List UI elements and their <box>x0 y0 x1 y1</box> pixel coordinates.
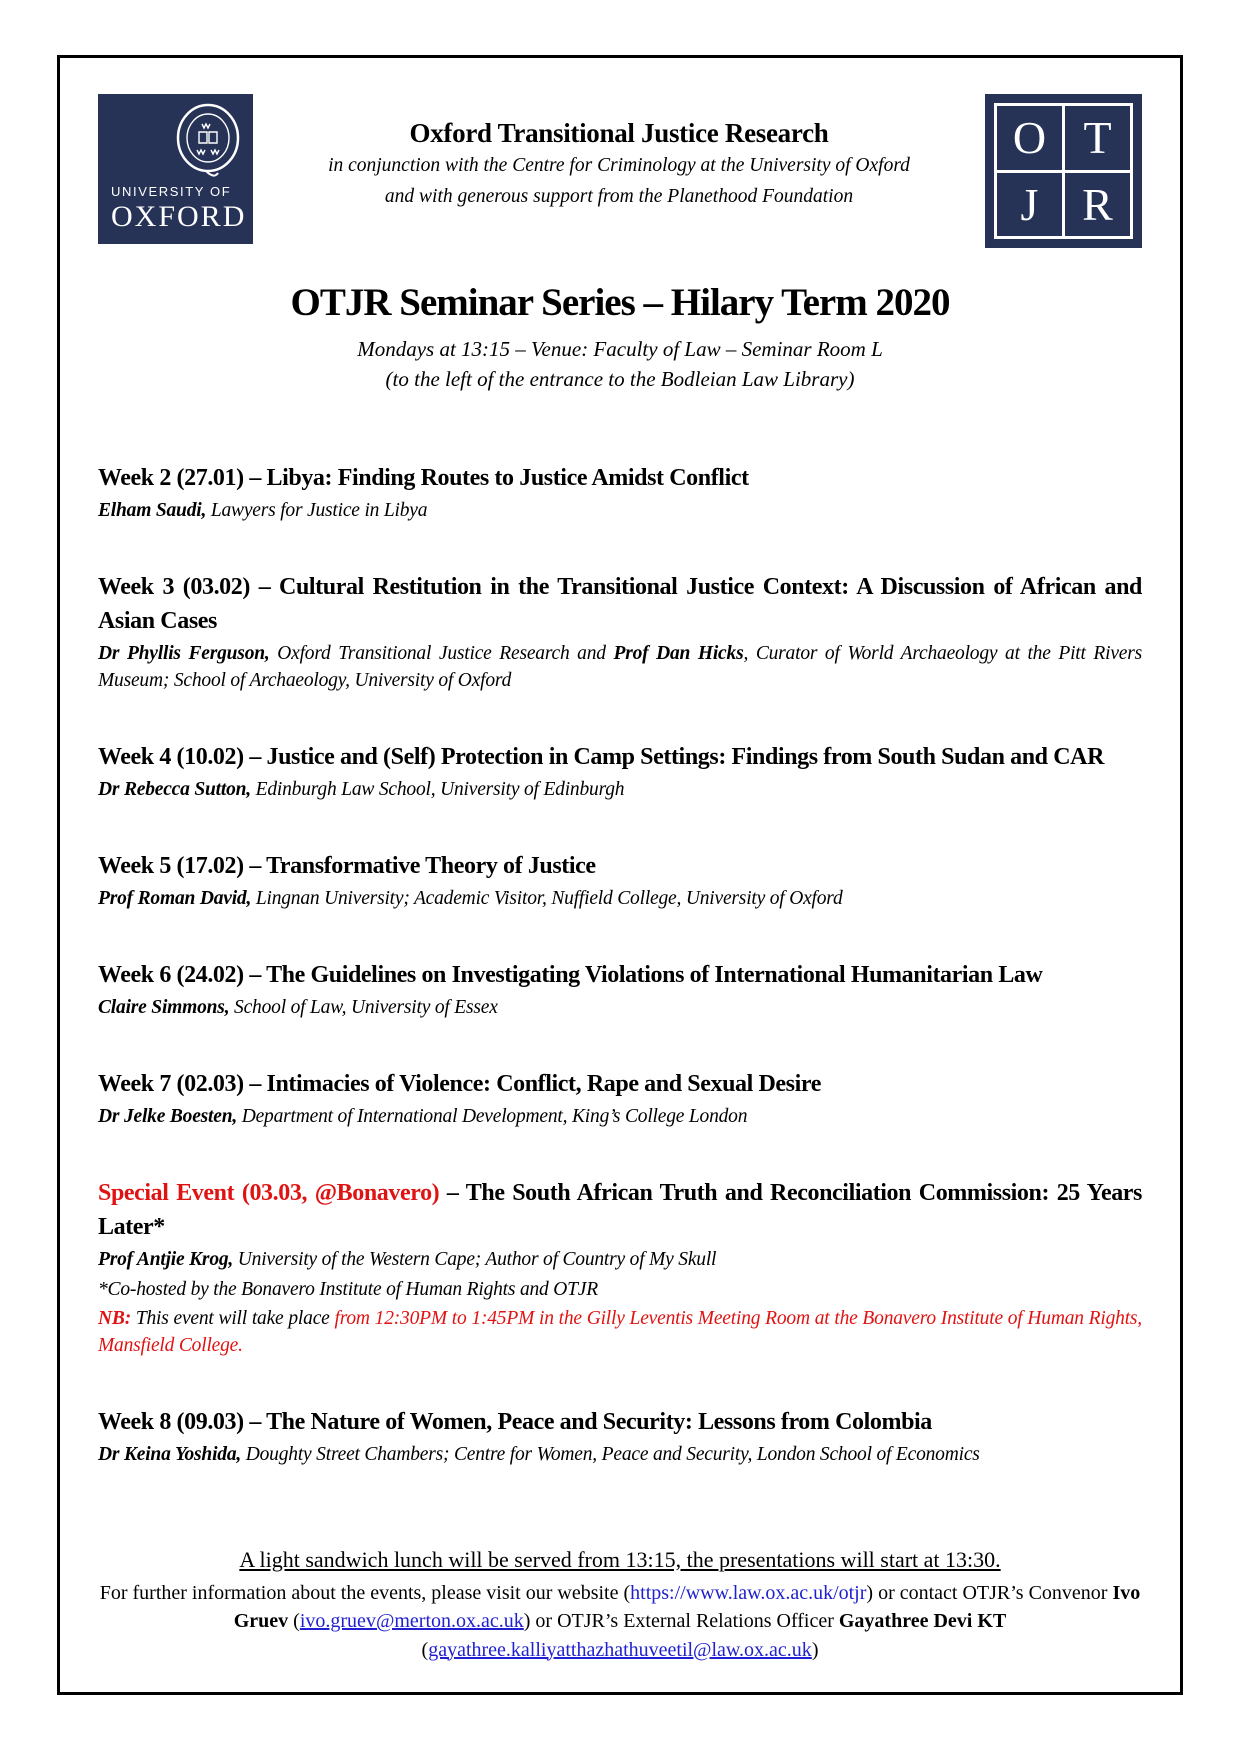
event-heading: Week 5 (17.02) – Transformative Theory of Justice <box>98 852 596 879</box>
speaker-affiliation: Edinburgh Law School, University of Edinburgh <box>250 778 625 800</box>
speaker-name: Dr Rebecca Sutton, <box>98 778 251 800</box>
speaker-line <box>98 1104 1142 1131</box>
speaker-name: Dr Keina Yoshida, <box>98 1444 242 1466</box>
event-week-8 <box>98 1405 1142 1469</box>
website-link[interactable]: https://www.law.ox.ac.uk/otjr <box>630 1581 867 1604</box>
otjr-letter-t: T <box>1065 106 1130 170</box>
speaker-affiliation: Lingnan University; Academic Visitor, Nuffield College, University of Oxford <box>251 887 843 909</box>
info-text: ) or contact OTJR’s Convenor <box>866 1581 1113 1604</box>
info-text: ( <box>288 1610 300 1633</box>
oxford-logo-line2: OXFORD <box>111 200 247 233</box>
speaker-affiliation: Department of International Development, King’s College London <box>237 1105 748 1127</box>
header-subline-1: in conjunction with the Centre for Criminology at the University of Oxford <box>328 155 910 176</box>
speaker-affiliation: , Curator of World Archaeology at the Pitt Rivers Museum; School of Archaeology, University of Oxford <box>98 642 1143 691</box>
oxford-logo-text <box>111 184 246 234</box>
speaker-line <box>98 995 1142 1022</box>
speaker-name: Elham Saudi, <box>98 499 207 521</box>
speaker-affiliation: Oxford Transitional Justice Research and <box>269 642 614 664</box>
oxford-crest-icon <box>173 102 243 182</box>
oxford-logo-line1: UNIVERSITY OF <box>111 184 232 199</box>
otjr-letter-r: R <box>1065 173 1130 237</box>
speaker-affiliation: School of Law, University of Essex <box>229 996 498 1018</box>
events-list <box>98 461 1142 1470</box>
event-heading: Week 7 (02.03) – Intimacies of Violence: Conflict, Rape and Sexual Desire <box>98 1070 821 1097</box>
seminar-series-title: OTJR Seminar Series – Hilary Term 2020 <box>290 281 950 324</box>
info-text: For further information about the events, please visit our website ( <box>99 1581 631 1604</box>
event-heading: Week 6 (24.02) – The Guidelines on Investigating Violations of International Humanitarian Law <box>98 961 1043 988</box>
venue-block <box>98 335 1142 395</box>
event-heading: Week 3 (03.02) – Cultural Restitution in the Transitional Justice Context: A Discussion of African and Asian Cases <box>98 573 1142 634</box>
event-week-4 <box>98 740 1142 804</box>
officer-name: Gayathree Devi KT <box>838 1610 1007 1633</box>
event-heading: Week 2 (27.01) – Libya: Finding Routes to Justice Amidst Conflict <box>98 464 749 491</box>
speaker-line <box>98 641 1142 695</box>
speaker-line <box>98 777 1142 804</box>
speaker-name: Claire Simmons, <box>98 996 230 1018</box>
speaker-line <box>98 1442 1142 1469</box>
event-week-5 <box>98 849 1142 913</box>
event-week-3 <box>98 570 1142 695</box>
info-text: ( <box>421 1638 429 1661</box>
speaker-name: Prof Antjie Krog, <box>98 1248 234 1270</box>
convenor-email-link[interactable]: ivo.gruev@merton.ox.ac.uk <box>299 1610 524 1633</box>
further-info <box>98 1579 1142 1664</box>
event-week-6 <box>98 958 1142 1022</box>
speaker-line <box>98 498 1142 525</box>
event-heading: Week 8 (09.03) – The Nature of Women, Peace and Security: Lessons from Colombia <box>98 1409 932 1436</box>
event-heading <box>98 1176 1142 1244</box>
speaker-name: Dr Jelke Boesten, <box>98 1105 238 1127</box>
page-frame <box>57 55 1183 1695</box>
header-title: Oxford Transitional Justice Research <box>409 118 829 148</box>
nb-text-black: This event will take place <box>130 1308 335 1330</box>
lunch-notice: A light sandwich lunch will be served from 13:15, the presentations will start at 13:30. <box>239 1546 1001 1572</box>
otjr-letter-o: O <box>997 106 1062 170</box>
event-week-2 <box>98 461 1142 525</box>
speaker-name: Dr Phyllis Ferguson, <box>98 642 270 664</box>
nb-text-red: from 12:30PM to 1:45PM in the Gilly Leventis Meeting Room at the Bonavero Institute of Human Rights, Mansfield College. <box>98 1308 1142 1357</box>
otjr-logo <box>985 94 1142 248</box>
nb-note <box>98 1306 1142 1360</box>
speaker-affiliation: Lawyers for Justice in Libya <box>206 499 428 521</box>
cohost-note: *Co-hosted by the Bonavero Institute of Human Rights and OTJR <box>98 1278 598 1300</box>
officer-email-link[interactable]: gayathree.kalliyatthazhathuveetil@law.ox.ac.uk <box>428 1638 812 1661</box>
event-week-7 <box>98 1067 1142 1131</box>
venue-line-1: Mondays at 13:15 – Venue: Faculty of Law – Seminar Room L <box>357 337 883 361</box>
speaker-name: Prof Roman David, <box>98 887 252 909</box>
header-text-block <box>253 94 985 211</box>
header-subline-2: and with generous support from the Planethood Foundation <box>384 185 854 207</box>
special-event-heading-highlight: Special Event (03.03, @Bonavero) <box>98 1179 440 1206</box>
header <box>98 94 1142 248</box>
speaker-affiliation: University of the Western Cape; Author of Country of My Skull <box>233 1248 717 1270</box>
speaker-line <box>98 886 1142 913</box>
speaker-name: Prof Dan Hicks <box>613 642 744 664</box>
venue-line-2: (to the left of the entrance to the Bodleian Law Library) <box>385 366 855 391</box>
otjr-letter-j: J <box>997 173 1062 237</box>
event-heading: Week 4 (10.02) – Justice and (Self) Protection in Camp Settings: Findings from South Sudan and CAR <box>98 743 1105 770</box>
university-of-oxford-logo <box>98 94 253 244</box>
footer <box>98 1547 1142 1664</box>
speaker-line <box>98 1247 1142 1274</box>
convenor-name: Ivo Gruev <box>233 1581 1141 1633</box>
event-special-bonavero <box>98 1176 1142 1361</box>
info-text: ) or OTJR’s External Relations Officer <box>523 1610 839 1633</box>
speaker-affiliation: Doughty Street Chambers; Centre for Women, Peace and Security, London School of Economics <box>241 1444 980 1466</box>
special-event-heading-rest: – The South African Truth and Reconciliation Commission: 25 Years Later* <box>98 1179 1142 1240</box>
info-text: ) <box>811 1638 819 1661</box>
nb-label: NB: <box>98 1308 131 1330</box>
